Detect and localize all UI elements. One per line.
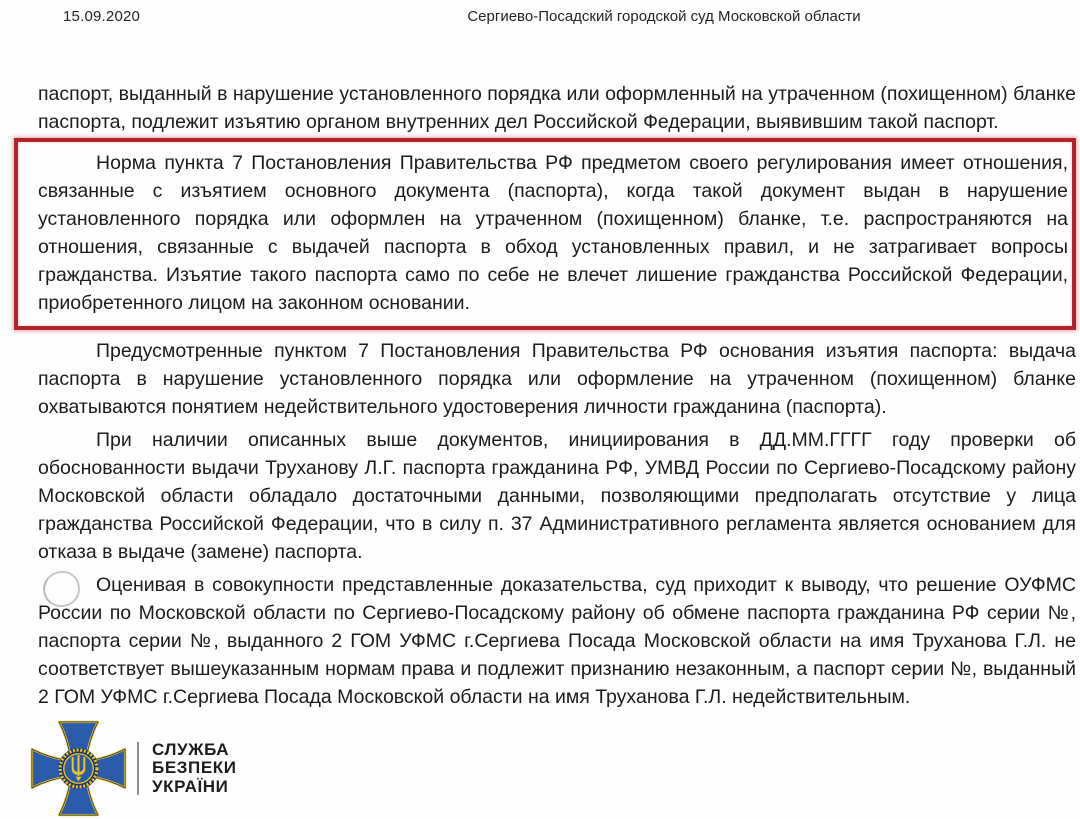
- sbu-logo-line2: БЕЗПЕКИ: [152, 758, 237, 778]
- paragraph-grounds: Предусмотренные пунктом 7 Постановления Правительства РФ основания изъятия паспорта: выдача паспорта в нарушение установленного порядка или оформление на утраченном (похищенном) бланке охватываются понятием недействительного удостоверения личности гражданина (паспорта).: [38, 340, 1076, 418]
- sbu-emblem-icon: [30, 720, 127, 817]
- paragraph-continuation: паспорт, выданный в нарушение установленного порядка или оформленный на утраченном (похищенном) бланке паспорта, подлежит изъятию органом внутренних дел Российской Федерации, выявившим такой паспорт.: [38, 83, 1076, 133]
- paragraph-verification: При наличии описанных выше документов, инициирования в ДД.ММ.ГГГГ году проверки об обоснованности выдачи Труханову Л.Г. паспорта гражданина РФ, УМВД России по Сергиево-Посадскому району Московской области обладало достаточными данными, позволяющими предполагать отсутствие у лица гражданства Российской Федерации, что в силу п. 37 Административного регламента является основанием для отказа в выдаче (замене) паспорта.: [38, 429, 1076, 563]
- sbu-logo-text: [152, 741, 237, 797]
- header-court-title: Сергиево-Посадский городской суд Московской области: [467, 8, 861, 25]
- sbu-logo-line3: УКРАЇНИ: [152, 776, 229, 796]
- red-highlight-box: [14, 138, 1076, 330]
- paragraph-court-conclusion: Оценивая в совокупности представленные доказательства, суд приходит к выводу, что решение ОУФМС России по Московской области по Сергиево-Посадскому району об обмене паспорта гражданина РФ серии №, паспорта серии №, выданного 2 ГОМ УФМС г.Сергиева Посада Московской области на имя Труханова Г.Л. не соответствует вышеуказанным нормам права и подлежит признанию незаконным, а паспорт серии №, выданный 2 ГОМ УФМС г.Сергиева Посада Московской области на имя Труханова Г.Л. недействительным.: [38, 574, 1076, 708]
- highlighted-paragraph: Норма пункта 7 Постановления Правительства РФ предметом своего регулирования имеет отношения, связанные с изъятием основного документа (паспорта), когда такой документ выдан в нарушение установленного порядка или оформлен на утраченном (похищенном) бланке, т.е. распространяются на отношения, связанные с выдачей паспорта в обход установленных правил, и не затрагивает вопросы гражданства. Изъятие такого паспорта само по себе не влечет лишение гражданства Российской Федерации, приобретенного лицом на законном основании.: [38, 152, 1068, 314]
- header-date: 15.09.2020: [63, 8, 141, 25]
- document-body: [38, 80, 1076, 716]
- sbu-logo-line1: СЛУЖБА: [152, 739, 230, 759]
- sbu-logo: [30, 720, 237, 817]
- logo-separator: [137, 742, 139, 795]
